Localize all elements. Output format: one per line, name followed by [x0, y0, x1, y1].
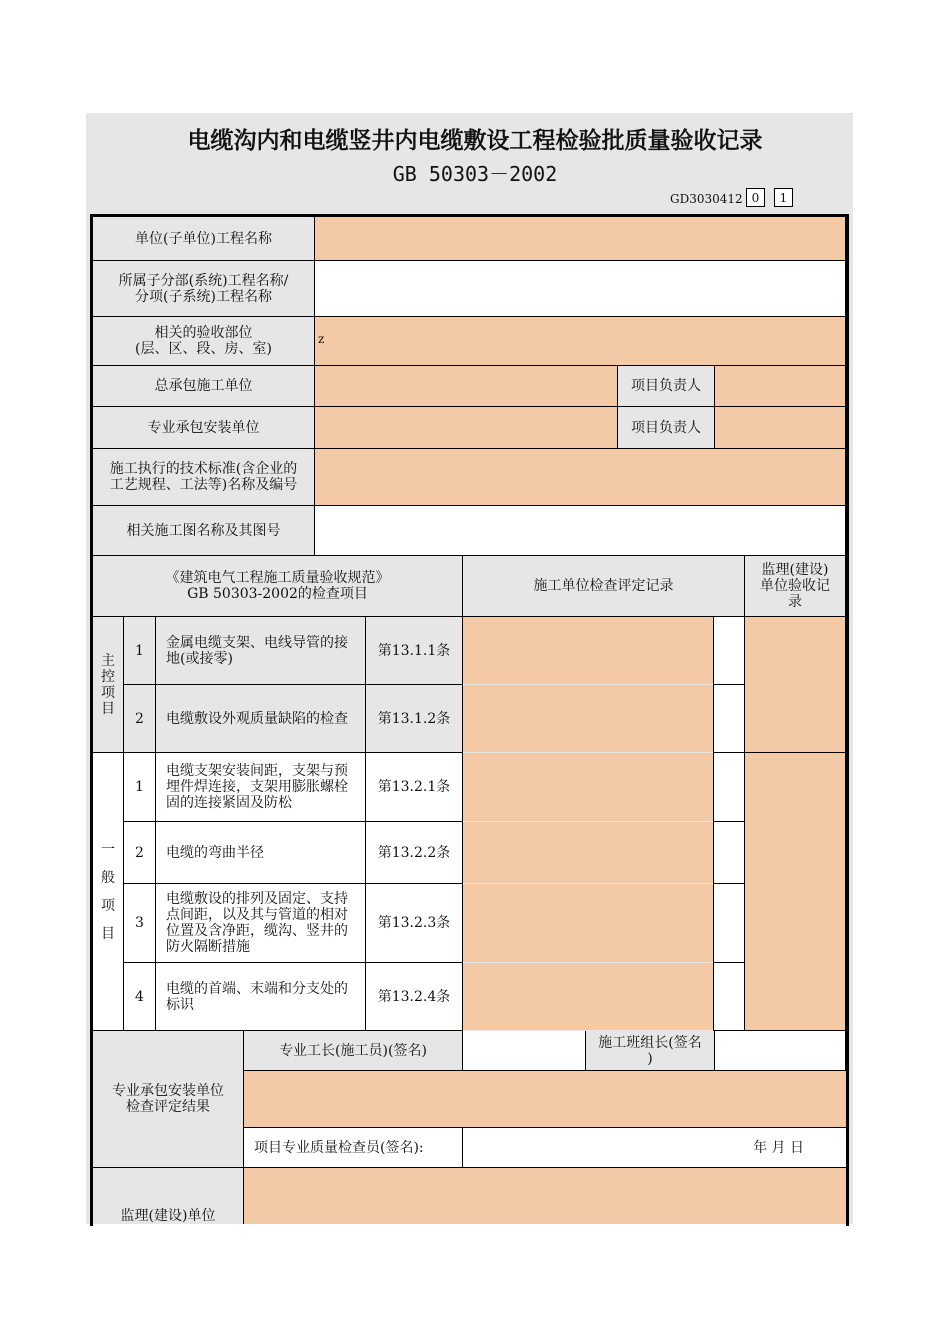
general-item-desc: 电缆敷设的排列及固定、支持点间距，以及其与管道的相对位置及含净距，缆沟、竖井的防火隔断措施 — [156, 884, 366, 963]
general-item-mark[interactable] — [713, 753, 745, 822]
sub-project-label: 所属子分部(系统)工程名称/ 分项(子系统)工程名称 — [93, 261, 315, 317]
general-item-record[interactable] — [463, 822, 713, 883]
specialty-result-input[interactable] — [244, 1071, 848, 1128]
general-item-mark[interactable] — [713, 822, 745, 884]
main-item-mark[interactable] — [713, 685, 745, 753]
main-item-record[interactable] — [463, 685, 713, 752]
specialty-result-label: 专业承包安装单位 检查评定结果 — [93, 1031, 244, 1168]
main-item-clause: 第13.1.2条 — [366, 685, 463, 753]
project-manager-input-1[interactable] — [715, 366, 846, 407]
general-item-desc: 电缆支架安装间距，支架与预埋件焊连接，支架用膨胀螺栓固的连接紧固及防松 — [156, 753, 366, 822]
form-title: 电缆沟内和电缆竖井内电缆敷设工程检验批质量验收记录 — [187, 128, 763, 154]
specialty-contractor-input[interactable] — [315, 407, 618, 449]
foreman-signature[interactable] — [463, 1031, 586, 1071]
general-item-clause: 第13.2.1条 — [366, 753, 463, 822]
unit-project-input[interactable] — [315, 217, 846, 261]
tech-standard-label: 施工执行的技术标准(含企业的 工艺规程、工法等)名称及编号 — [93, 449, 315, 506]
general-item-desc: 电缆的首端、末端和分支处的标识 — [156, 963, 366, 1031]
drawings-input[interactable] — [315, 506, 846, 556]
form-digit-2[interactable]: 1 — [774, 188, 793, 207]
main-item-no: 2 — [124, 685, 156, 753]
main-item-clause: 第13.1.1条 — [366, 617, 463, 685]
supervision-record-header: 监理(建设) 单位验收记 录 — [745, 556, 846, 617]
general-item-no: 3 — [124, 884, 156, 963]
general-item-record[interactable] — [463, 753, 713, 821]
supervision-unit-input[interactable] — [244, 1168, 848, 1224]
project-manager-label-2: 项目负责人 — [618, 407, 715, 449]
main-item-no: 1 — [124, 617, 156, 685]
team-leader-signature[interactable] — [715, 1031, 846, 1071]
general-items-group-label: 一 般 项 目 — [93, 753, 124, 1031]
project-manager-input-2[interactable] — [715, 407, 846, 449]
project-manager-label-1: 项目负责人 — [618, 366, 715, 407]
general-item-no: 2 — [124, 822, 156, 884]
foreman-label: 专业工长(施工员)(签名) — [244, 1031, 463, 1071]
main-item-mark[interactable] — [713, 617, 745, 685]
main-item-desc: 电缆敷设外观质量缺陷的检查 — [156, 685, 366, 753]
drawings-label: 相关施工图名称及其图号 — [93, 506, 315, 556]
general-item-record[interactable] — [463, 884, 713, 962]
spec-header: 《建筑电气工程施工质量验收规范》 GB 50303-2002的检查项目 — [93, 556, 463, 617]
location-label: 相关的验收部位 (层、区、段、房、室) — [93, 317, 315, 366]
construction-record-header: 施工单位检查评定记录 — [463, 556, 745, 617]
general-item-desc: 电缆的弯曲半径 — [156, 822, 366, 884]
general-contractor-label: 总承包施工单位 — [93, 366, 315, 407]
sub-project-input[interactable] — [315, 261, 846, 317]
specialty-contractor-label: 专业承包安装单位 — [93, 407, 315, 449]
unit-project-label: 单位(子单位)工程名称 — [93, 217, 315, 261]
general-item-mark[interactable] — [713, 884, 745, 963]
main-item-record[interactable] — [463, 617, 713, 684]
standard-code: GB 50303－2002 — [392, 162, 558, 186]
main-items-supervision[interactable] — [745, 617, 846, 753]
main-item-desc: 金属电缆支架、电线导管的接地(或接零) — [156, 617, 366, 685]
inspector-date[interactable]: 年 月 日 — [463, 1128, 848, 1168]
supervision-unit-label: 监理(建设)单位 — [93, 1168, 244, 1224]
general-item-record[interactable] — [463, 963, 713, 1030]
general-items-supervision[interactable] — [745, 753, 846, 1031]
general-item-clause: 第13.2.2条 — [366, 822, 463, 884]
form-code: GD3030412 — [670, 192, 743, 206]
form-digit-1[interactable]: 0 — [746, 188, 765, 207]
general-contractor-input[interactable] — [315, 366, 618, 407]
general-item-no: 1 — [124, 753, 156, 822]
team-leader-label: 施工班组长(签名 ) — [586, 1031, 715, 1071]
inspector-label: 项目专业质量检查员(签名): — [244, 1128, 463, 1168]
general-item-no: 4 — [124, 963, 156, 1031]
general-item-clause: 第13.2.3条 — [366, 884, 463, 963]
general-item-mark[interactable] — [713, 963, 745, 1031]
tech-standard-input[interactable] — [315, 449, 846, 506]
main-items-group-label: 主 控 项 目 — [93, 617, 124, 753]
general-item-clause: 第13.2.4条 — [366, 963, 463, 1031]
location-input[interactable]: z — [315, 317, 846, 366]
